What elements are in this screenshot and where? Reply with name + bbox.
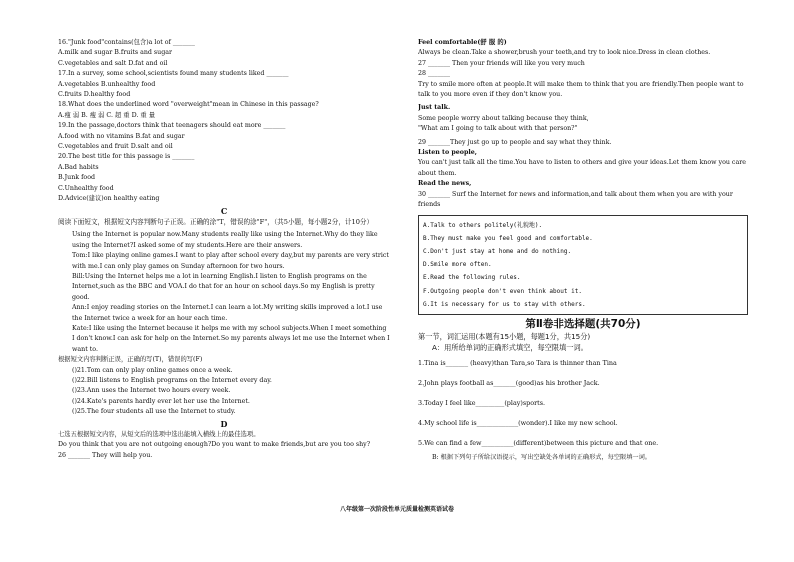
- tf-item-23: ()23.Ann uses the Internet two hours every week.: [72, 387, 231, 395]
- passage-d-line1: Do you think that you are not outgoing enough?Do you want to make friends,but are you too shy?: [58, 441, 371, 449]
- q19-options-ab: A.food with no vitamins B.fat and sugar: [58, 132, 185, 140]
- tf-instruction: 根据短文内容判断正误，正确的写(T)，错误的写(F): [58, 356, 203, 364]
- vocab-item-2: 2.John plays football as_______(good)as his brother Jack.: [418, 379, 600, 388]
- section-d-heading: D: [220, 418, 228, 429]
- vocab-item-1: 1.Tina is_______ (heavy)than Tara,so Tara is thinner than Tina: [418, 359, 617, 368]
- passage-c-intro: Using the Internet is popular now.Many students really like using the Internet.Why do they like using the Internet?I asked some of my students.Here are their answers.: [72, 231, 378, 249]
- page-footer: 八年级第一次阶段性单元质量检测英语试卷: [339, 506, 454, 513]
- read-news-heading: Read the news,: [418, 180, 472, 188]
- passage-c-ann: Ann:I enjoy reading stories on the Internet.I can learn a lot.My writing skills improved a lot.I use the Internet twice a week for an hour each time.: [72, 304, 383, 322]
- vocab-item-5: 5.We can find a few__________(different)between this picture and that one.: [418, 439, 659, 448]
- section-c-heading: C: [220, 205, 228, 216]
- q27-line: 27 _______ Then your friends will like you very much: [418, 59, 585, 67]
- feel-comfortable-heading: Feel comfortable(舒 服 的): [418, 39, 507, 46]
- option-d: D.Smile more often.: [423, 261, 492, 269]
- q16-options-ab: A.milk and sugar B.fruits and sugar: [58, 49, 173, 57]
- vocab-item-4: 4.My school life is_____________(wonder).I like my new school.: [418, 419, 618, 428]
- listen-heading: Listen to people,: [418, 149, 477, 157]
- passage-c-kate: Kate:I like using the Internet because it helps me with my school subjects.When I meet something I don't know.I can ask for help on the Internet.So my parents always let me use the Internet when I want to.: [72, 324, 390, 353]
- option-g: G.It is necessary for us to stay with others.: [423, 300, 586, 308]
- q20-stem: 20.The best title for this passage is _______: [58, 153, 195, 161]
- section-d-instruction: 七选五根据短文内容，从短文后的选项中选出能填入横线上的最佳选项。: [58, 431, 260, 439]
- q19-options-cd: C.vegetables and fruit D.salt and oil: [58, 143, 173, 151]
- option-a: A.Talk to others politely(礼貌地).: [423, 221, 543, 229]
- right-column: [418, 38, 748, 464]
- smile-text: Try to smile more often at people.It will make them to think that you are friendly.Then people want to talk to you more even if they don't know you.: [418, 80, 744, 99]
- tf-item-24: ()24.Kate's parents hardly ever let her use the Internet.: [72, 397, 250, 405]
- options-box: [418, 215, 748, 315]
- passage-c-tom: Tom:I like playing online games.I want to play after school every day,but my parents are very strict with me.I can only play games on Sunday afternoon for two hours.: [72, 252, 389, 270]
- vocab-part-a-instruction: A：用所给单词的正确形式填空，每空限填一词。: [432, 343, 588, 353]
- just-talk-heading: Just talk.: [418, 104, 451, 112]
- option-f: F.Outgoing people don't even think about it.: [423, 287, 582, 295]
- quote-text: "What am I going to talk about with that person?": [418, 125, 578, 133]
- q17-stem: 17.In a survey, some school,scientists found many students liked _______: [58, 70, 289, 78]
- q30-line: 30 _______ Surf the Internet for news and information,and talk about them when you are with your friends: [418, 190, 733, 209]
- vocab-section-heading: 第一节，词汇运用(本题有15小题，每题1分，共15分): [418, 332, 591, 342]
- q18-stem: 18.What does the underlined word "overweight"mean in Chinese in this passage?: [58, 101, 319, 109]
- section-c-instruction: 阅读下面短文，根据短文内容判断句子正误。正确的涂"T，错误的涂"F"，（共5小题，每小题2分，计10分）: [58, 217, 374, 226]
- q20-option-b: B.Junk food: [58, 174, 96, 182]
- option-e: E.Read the following rules.: [423, 274, 521, 282]
- passage-c-bill: Bill:Using the Internet helps me a lot in learning English.I listen to English programs on the Internet,such as the BBC and VOA.I do that for an hour on school days.So my English is pretty good.: [72, 272, 375, 301]
- q20-option-c: C.Unhealthy food: [58, 184, 114, 192]
- q28-line: 28 _______: [418, 70, 451, 78]
- tf-item-22: ()22.Bill listens to English programs on the Internet every day.: [72, 377, 272, 384]
- option-c: C.Don't just stay at home and do nothing.: [423, 247, 572, 255]
- left-column: [58, 38, 390, 461]
- tf-item-21: ()21.Tom can only play online games once a week.: [72, 366, 233, 374]
- part-two-title: 第Ⅱ卷非选择题(共70分): [525, 317, 641, 330]
- q16-options-cd: C.vegetables and salt D.fat and oil: [58, 59, 168, 67]
- q29-line: 29 _______They just go up to people and say what they think.: [418, 138, 612, 146]
- vocab-list: [418, 353, 748, 453]
- q17-options-cd: C.fruits D.healthy food: [58, 91, 131, 99]
- q26-line: 26 _______ They will help you.: [58, 451, 153, 459]
- q20-option-d: D.Advice(建议)on healthy eating: [58, 195, 160, 203]
- q20-option-a: A.Bad habits: [58, 163, 99, 171]
- q19-stem: 19.In the passage,doctors think that teenagers should eat more _______: [58, 122, 286, 130]
- tf-item-25: ()25.The four students all use the Internet to study.: [72, 408, 236, 416]
- listen-text: You can't just talk all the time.You have to listen to others and give your ideas.Let them know you care about them.: [418, 159, 746, 177]
- q16-stem: 16."Junk food"contains(包含)a lot of _______: [58, 39, 195, 46]
- q18-options: A.瘦 弱 B. 瘦 弱 C. 超 重 D. 重 量: [58, 111, 155, 119]
- feel-comfortable-text: Always be clean.Take a shower,brush your teeth,and try to look nice.Dress in clean clothes.: [418, 49, 711, 57]
- questions-16-20: [58, 38, 390, 205]
- vocab-part-b-instruction: B: 根据下列句子所给汉语提示，写出空缺处各单词的正确形式，每空限填一词。: [432, 454, 651, 462]
- q17-options-ab: A.vegetables B.unhealthy food: [58, 80, 156, 88]
- worry-text: Some people worry about talking because they think,: [418, 114, 589, 122]
- option-b: B.They must make you feel good and comfortable.: [423, 234, 593, 242]
- vocab-item-3: 3.Today I feel like_________(play)sports.: [418, 399, 546, 408]
